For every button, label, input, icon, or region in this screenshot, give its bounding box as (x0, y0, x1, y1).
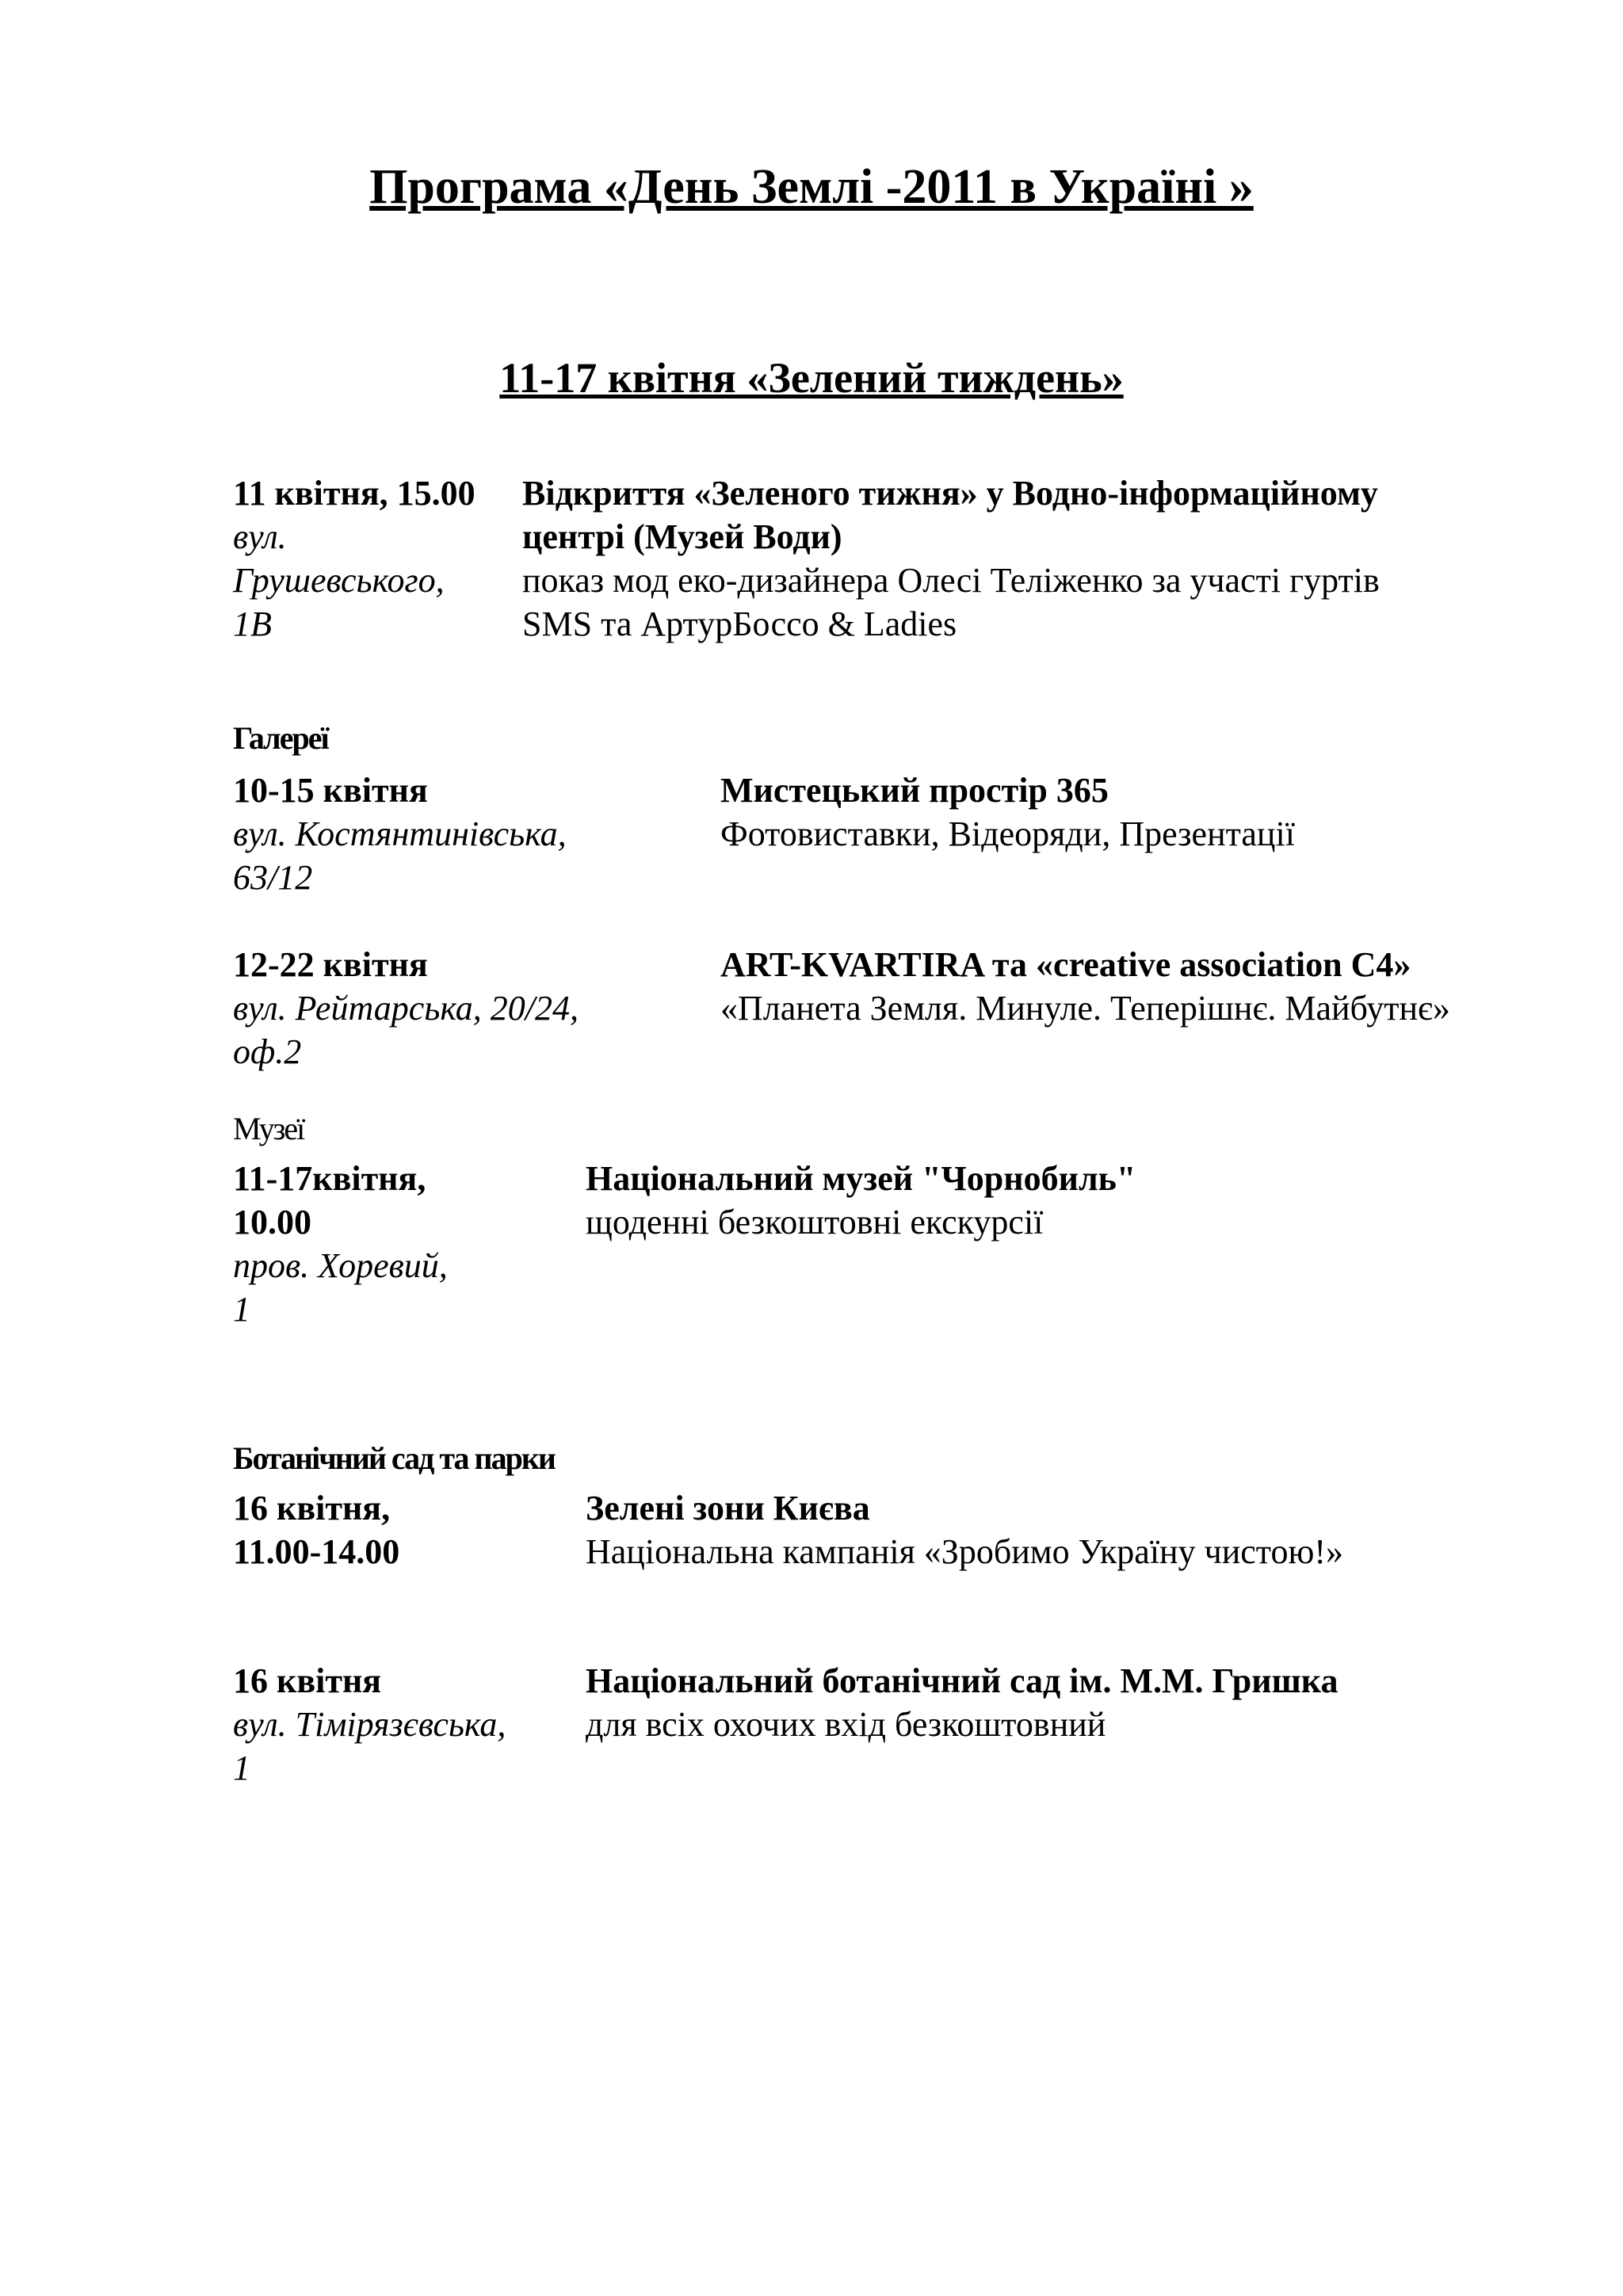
event-name: ART-KVARTIRA та «creative association C4» (720, 945, 1411, 984)
event-opening-details (522, 471, 1380, 646)
event-date: 11-17квітня, (233, 1159, 426, 1198)
event-address-line: оф.2 (233, 1032, 302, 1071)
section-heading-museums: Музеї (233, 1111, 304, 1146)
event-description: SMS та АртурБоссо & Ladies (522, 605, 957, 643)
document-subtitle: 11-17 квітня «Зелений тиждень» (499, 354, 1124, 402)
event-address-line: вул. (233, 517, 287, 556)
event-name: Відкриття «Зеленого тижня» у Водно-інформаційному (522, 474, 1378, 513)
section-heading-galleries: Галереї (233, 720, 328, 756)
garden-item-meta (233, 1486, 399, 1573)
event-address-line: вул. Костянтинівська, (233, 814, 567, 853)
event-address-line: вул. Тімірязєвська, (233, 1705, 506, 1744)
garden-item-meta (233, 1659, 506, 1790)
event-date: 10.00 (233, 1203, 311, 1241)
event-date: 16 квітня, (233, 1489, 391, 1527)
event-name: Зелені зони Києва (586, 1489, 870, 1527)
event-date: 11 квітня, 15.00 (233, 474, 475, 513)
event-address-line: пров. Хоревий, (233, 1246, 448, 1285)
event-address-line: вул. Рейтарська, 20/24, (233, 989, 579, 1028)
museum-item-details (586, 1157, 1136, 1244)
gallery-item-meta (233, 769, 567, 899)
event-address-line: 1 (233, 1749, 250, 1787)
event-description: Національна кампанія «Зробимо Україну чистою!» (586, 1532, 1343, 1571)
event-name: Мистецький простір 365 (720, 771, 1109, 810)
garden-item-details (586, 1486, 1343, 1573)
document-title: Програма «День Землі -2011 в Україні » (369, 160, 1254, 214)
event-address-line: Грушевського, (233, 561, 445, 600)
event-name: центрі (Музей Води) (522, 517, 842, 556)
gallery-item-details (720, 769, 1295, 856)
event-address-line: 1В (233, 605, 272, 643)
event-date: 10-15 квітня (233, 771, 428, 810)
event-description: «Планета Земля. Минуле. Теперішнє. Майбутнє» (720, 989, 1450, 1028)
event-description: Фотовиставки, Відеоряди, Презентації (720, 814, 1295, 853)
garden-item-details (586, 1659, 1338, 1746)
gallery-item-meta (233, 943, 579, 1074)
event-description: показ мод еко-дизайнера Олесі Теліженко за участі гуртів (522, 561, 1380, 600)
section-heading-gardens: Ботанічний сад та парки (233, 1440, 555, 1476)
event-name: Національний музей "Чорнобиль" (586, 1159, 1136, 1198)
event-name: Національний ботанічний сад ім. М.М. Гришка (586, 1661, 1338, 1700)
museum-item-meta (233, 1157, 448, 1331)
event-date: 16 квітня (233, 1661, 382, 1700)
event-description: щоденні безкоштовні екскурсії (586, 1203, 1044, 1241)
event-address-line: 63/12 (233, 858, 313, 897)
gallery-item-details (720, 943, 1450, 1030)
event-date: 12-22 квітня (233, 945, 428, 984)
event-description: для всіх охочих вхід безкоштовний (586, 1705, 1106, 1744)
event-address-line: 1 (233, 1290, 250, 1329)
event-date: 11.00-14.00 (233, 1532, 400, 1571)
event-opening-meta (233, 471, 475, 646)
